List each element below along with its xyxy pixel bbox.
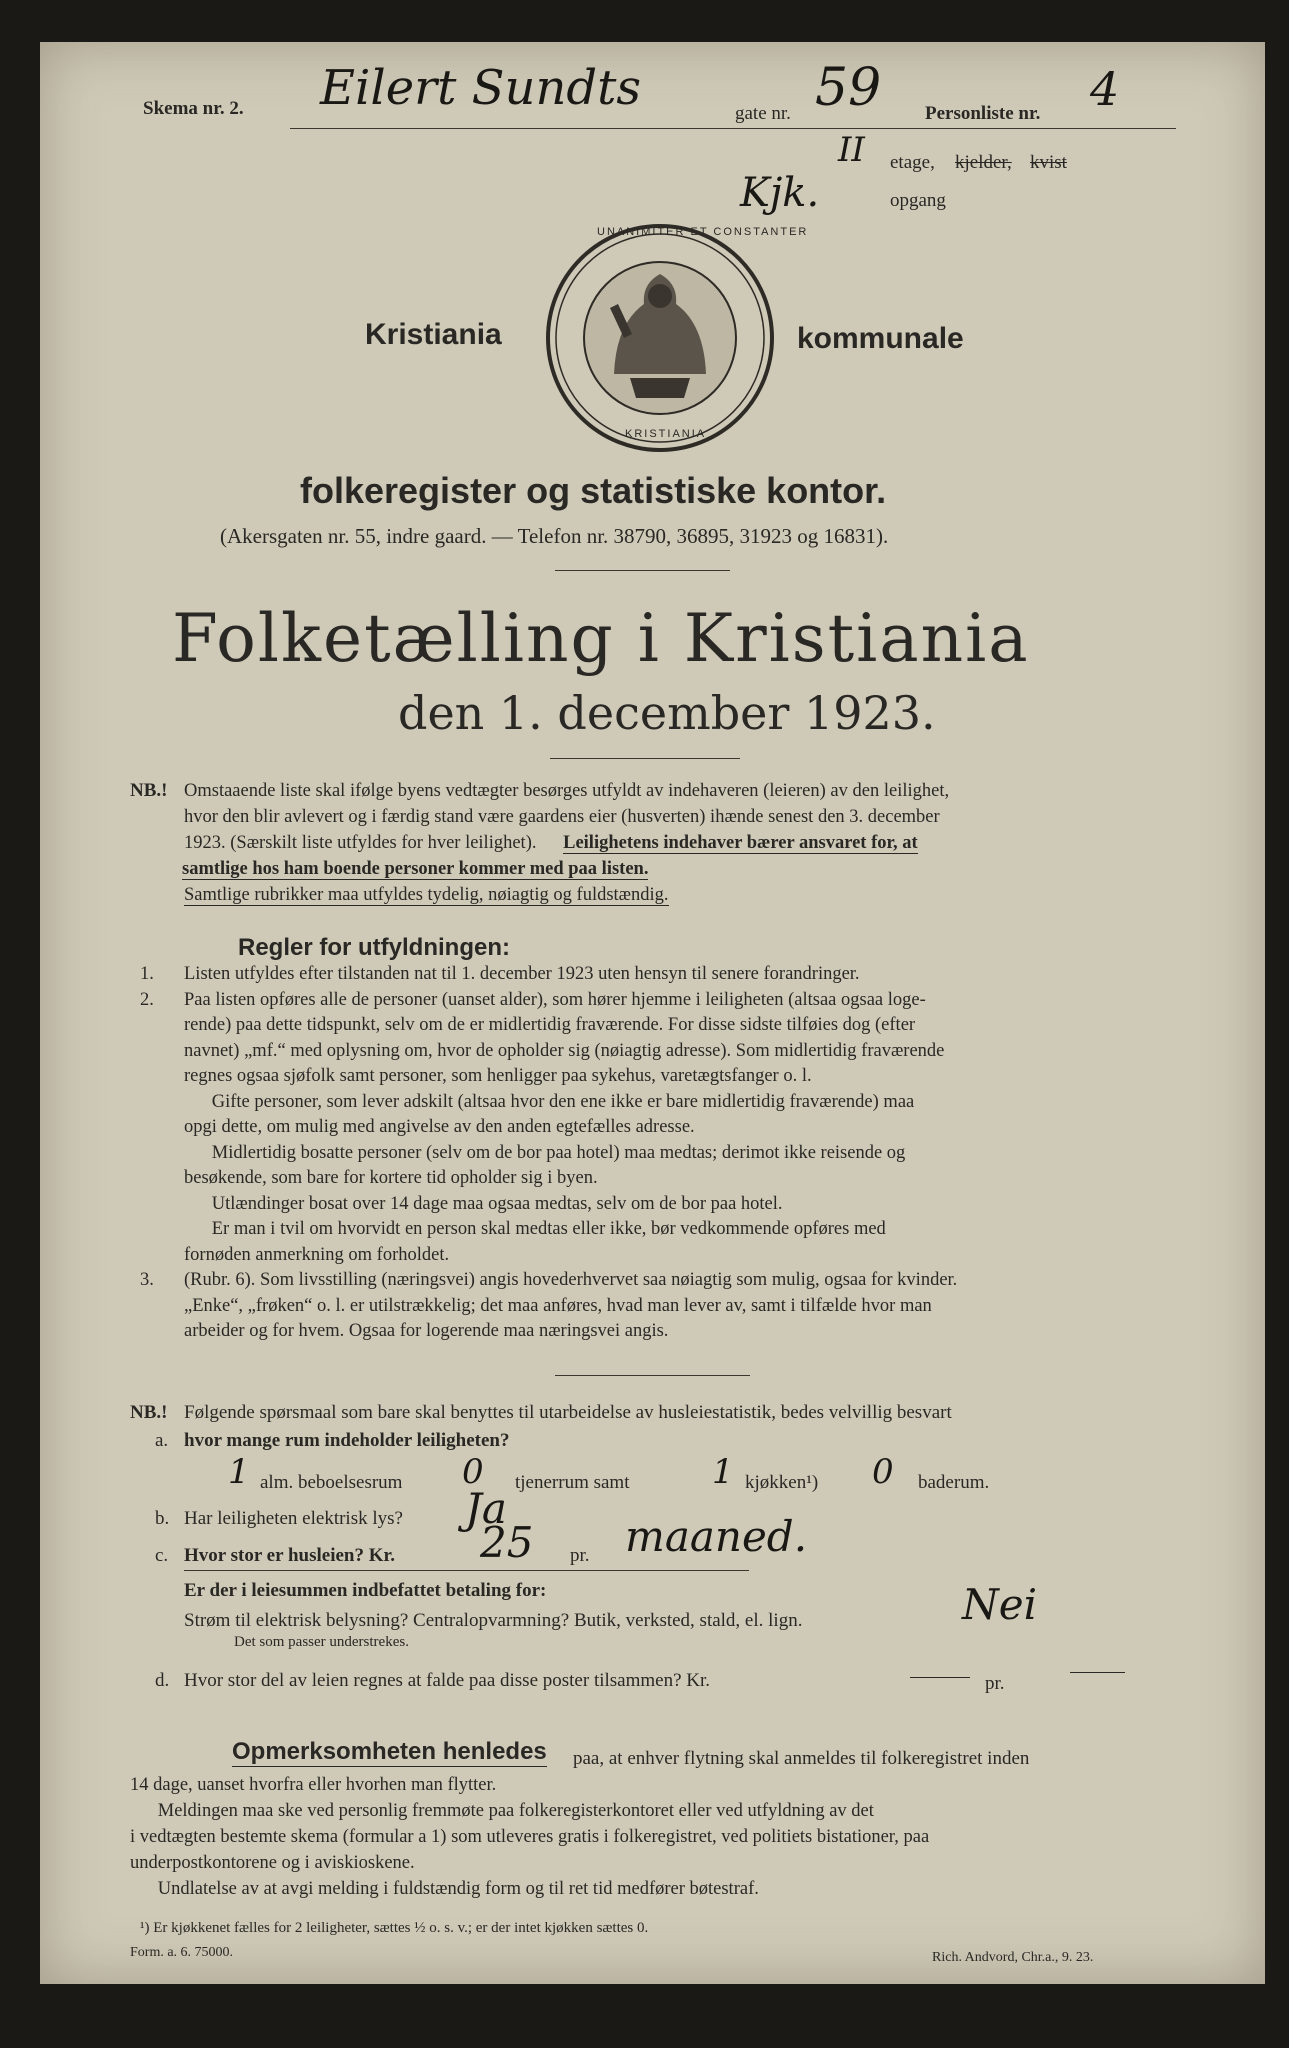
- kjokken-label: kjøkken¹): [745, 1472, 819, 1493]
- baderum-label: baderum.: [918, 1472, 990, 1493]
- notice-line: 14 dage, uanset hvorfra eller hvorhen man flytter.: [130, 1775, 497, 1795]
- rule-line: Gifte personer, som lever adskilt (altsaa hvor den ene ikke er bare midlertidig fraværende) maa: [184, 1091, 915, 1112]
- city-seal-emblem: [540, 218, 780, 458]
- kvist-label: kvist: [1030, 152, 1067, 173]
- nb1-line: samtlige hos ham boende personer kommer med paa listen.: [182, 859, 649, 879]
- rule-line: rende) paa dette tidspunkt, selv om de er midlertidig fraværende. For disse sidste tilføies dog (efter: [184, 1015, 916, 1035]
- rule-line: opgi dette, om mulig med angivelse av den anden egtefælles adresse.: [184, 1117, 695, 1137]
- nb1-label: NB.!: [130, 780, 168, 801]
- rules-heading: Regler for utfyldningen:: [238, 934, 510, 961]
- form-number: Form. a. 6. 75000.: [130, 1945, 234, 1960]
- rule-line: (Rubr. 6). Som livsstilling (næringsvei) angis hovederhvervet saa nøiagtig som mulig, ogsaa for kvinder.: [184, 1270, 958, 1290]
- personliste-number-handwritten: 4: [1090, 62, 1120, 116]
- personliste-label: Personliste nr.: [925, 103, 1041, 124]
- main-subtitle: den 1. december 1923.: [398, 686, 936, 740]
- included-question: Er der i leiesummen indbefattet betaling for:: [184, 1580, 547, 1601]
- seal-right-text: kommunale: [797, 322, 964, 355]
- opgang-label: opgang: [890, 190, 946, 211]
- rent-period-handwritten: maaned.: [625, 1512, 808, 1561]
- skema-label: Skema nr. 2.: [143, 98, 244, 119]
- rent-per-label: pr.: [570, 1545, 590, 1566]
- tjenerrum-value: 0: [462, 1452, 484, 1492]
- notice-line: Undlatelse av at avgi melding i fuldstændig form og til ret tid medfører bøtestraf.: [130, 1879, 759, 1899]
- rent-amount-handwritten: 25: [480, 1518, 534, 1567]
- rules-list: [140, 962, 1180, 1345]
- notice-line: i vedtægten bestemte skema (formular a 1) som utleveres gratis i folkeregistret, ved politiets bistationer, paa: [130, 1827, 930, 1847]
- rule-line: arbeider og for hvem. Ogsaa for logerende maa næringsvei angis.: [184, 1321, 669, 1341]
- rule-line: regnes ogsaa sjøfolk samt personer, som henligger paa sykehus, varetægtsfanger o. l.: [184, 1066, 812, 1086]
- nb1-responsibility-bold: Leilighetens indehaver bærer ansvaret for, at: [563, 833, 918, 853]
- rule-line: besøkende, som bare for kortere tid opholder sig i byen.: [184, 1168, 598, 1188]
- question-d-dash-1: [910, 1677, 970, 1678]
- rule-line: Midlertidig bosatte personer (selv om de bor paa hotel) maa medtas; derimot ikke reisende og: [184, 1142, 906, 1163]
- kjokken-value: 1: [712, 1452, 734, 1492]
- header-rule: [290, 128, 1176, 129]
- included-answer-handwritten: Nei: [962, 1580, 1038, 1629]
- rule-line: „Enke“, „frøken“ o. l. er utilstrækkelig; det maa anføres, hvad man lever av, samt i tilfælde hvor man: [184, 1295, 932, 1316]
- notice-line: underpostkontorene og i aviskioskene.: [130, 1853, 415, 1873]
- included-options: Strøm til elektrisk belysning? Centralopvarmning? Butik, verksted, stald, el. lign.: [184, 1610, 803, 1631]
- underline-instruction: Det som passer understrekes.: [234, 1634, 409, 1650]
- electric-light-answer: Ja: [465, 1484, 507, 1533]
- question-a-label: a.: [155, 1430, 169, 1451]
- seal-ring-bottom: KRISTIANIA: [625, 428, 707, 440]
- seal-left-text: Kristiania: [365, 318, 502, 351]
- rule-line: fornøden anmerkning om forholdet.: [184, 1244, 450, 1265]
- gate-number-handwritten: 59: [815, 58, 882, 118]
- gate-label: gate nr.: [735, 103, 791, 124]
- nb1-paragraph: [184, 778, 1174, 908]
- tjenerrum-label: tjenerrum samt: [515, 1472, 630, 1493]
- question-a-text: hvor mange rum indeholder leiligheten?: [184, 1430, 510, 1451]
- etage-handwritten: II: [838, 130, 865, 170]
- seal-ring-top: UNANIMITER ET CONSTANTER: [597, 226, 809, 238]
- office-address: (Akersgaten nr. 55, indre gaard. — Telefon nr. 38790, 36895, 31923 og 16831).: [220, 524, 889, 548]
- question-c-text: Hvor stor er husleien? Kr.: [184, 1545, 395, 1566]
- nb1-line: 1923. (Særskilt liste utfyldes for hver leilighet).: [184, 833, 537, 853]
- street-handwritten: Eilert Sundts: [320, 60, 641, 116]
- footnote: ¹) Er kjøkkenet fælles for 2 leiligheter, sættes ½ o. s. v.; er der intet kjøkken sættes 0.: [140, 1920, 649, 1936]
- nb1-line: Samtlige rubrikker maa utfyldes tydelig, nøiagtig og fuldstændig.: [184, 885, 669, 905]
- opgang-handwritten: Kjk.: [740, 170, 820, 216]
- question-c-label: c.: [155, 1545, 169, 1566]
- nb2-label: NB.!: [130, 1402, 168, 1423]
- divider-1: [555, 570, 730, 571]
- rule-number: 1.: [140, 964, 154, 984]
- question-c-underline: [184, 1570, 749, 1571]
- divider-3: [555, 1375, 750, 1376]
- beboelsesrum-value: 1: [228, 1452, 250, 1492]
- rule-number: 2.: [140, 989, 154, 1010]
- rule-line: Er man i tvil om hvorvidt en person skal medtas eller ikke, bør vedkommende opføres med: [184, 1219, 886, 1239]
- rule-line: navnet) „mf.“ med oplysning om, hvor de opholder sig (nøiagtig adresse). Som midlertidig fraværende: [184, 1040, 945, 1061]
- rule-number: 3.: [140, 1270, 154, 1290]
- nb1-line: hvor den blir avlevert og i færdig stand være gaardens eier (husverten) ihænde senest den 3. december: [184, 807, 940, 827]
- question-b-text: Har leiligheten elektrisk lys?: [184, 1508, 403, 1529]
- kjelder-label: kjelder,: [955, 152, 1012, 173]
- question-b-label: b.: [155, 1508, 170, 1529]
- notice-line: Meldingen maa ske ved personlig fremmøte paa folkeregisterkontoret eller ved utfyldning av det: [130, 1801, 874, 1821]
- rule-line: Paa listen opføres alle de personer (uanset alder), som hører hjemme i leiligheten (altsaa ogsaa loge-: [184, 989, 926, 1010]
- rule-line: Listen utfyldes efter tilstanden nat til 1. december 1923 uten hensyn til senere forandringer.: [184, 964, 860, 984]
- nb2-intro: Følgende spørsmaal som bare skal benyttes til utarbeidelse av husleiestatistik, bedes velvillig besvart: [184, 1402, 952, 1423]
- main-title: Folketælling i Kristiania: [172, 600, 1030, 677]
- printer-imprint: Rich. Andvord, Chr.a., 9. 23.: [932, 1950, 1094, 1965]
- nb1-line: Omstaaende liste skal ifølge byens vedtægter besørges utfyldt av indehaveren (leieren) av den leilighet,: [184, 781, 950, 801]
- question-d-per: pr.: [985, 1673, 1005, 1694]
- question-d-label: d.: [155, 1670, 170, 1691]
- notice-heading: Opmerksomheten henledes: [232, 1738, 547, 1765]
- baderum-value: 0: [872, 1452, 894, 1492]
- notice-paragraph: [130, 1772, 1180, 1902]
- question-d-dash-2: [1070, 1672, 1125, 1673]
- notice-line: paa, at enhver flytning skal anmeldes til folkeregistret inden: [573, 1748, 1030, 1769]
- office-title: folkeregister og statistiske kontor.: [300, 470, 887, 511]
- divider-2: [550, 758, 740, 759]
- question-d-text: Hvor stor del av leien regnes at falde paa disse poster tilsammen? Kr.: [184, 1670, 711, 1691]
- rule-line: Utlændinger bosat over 14 dage maa ogsaa medtas, selv om de bor paa hotel.: [184, 1193, 783, 1214]
- beboelsesrum-label: alm. beboelsesrum: [260, 1472, 403, 1493]
- etage-label: etage,: [890, 152, 935, 173]
